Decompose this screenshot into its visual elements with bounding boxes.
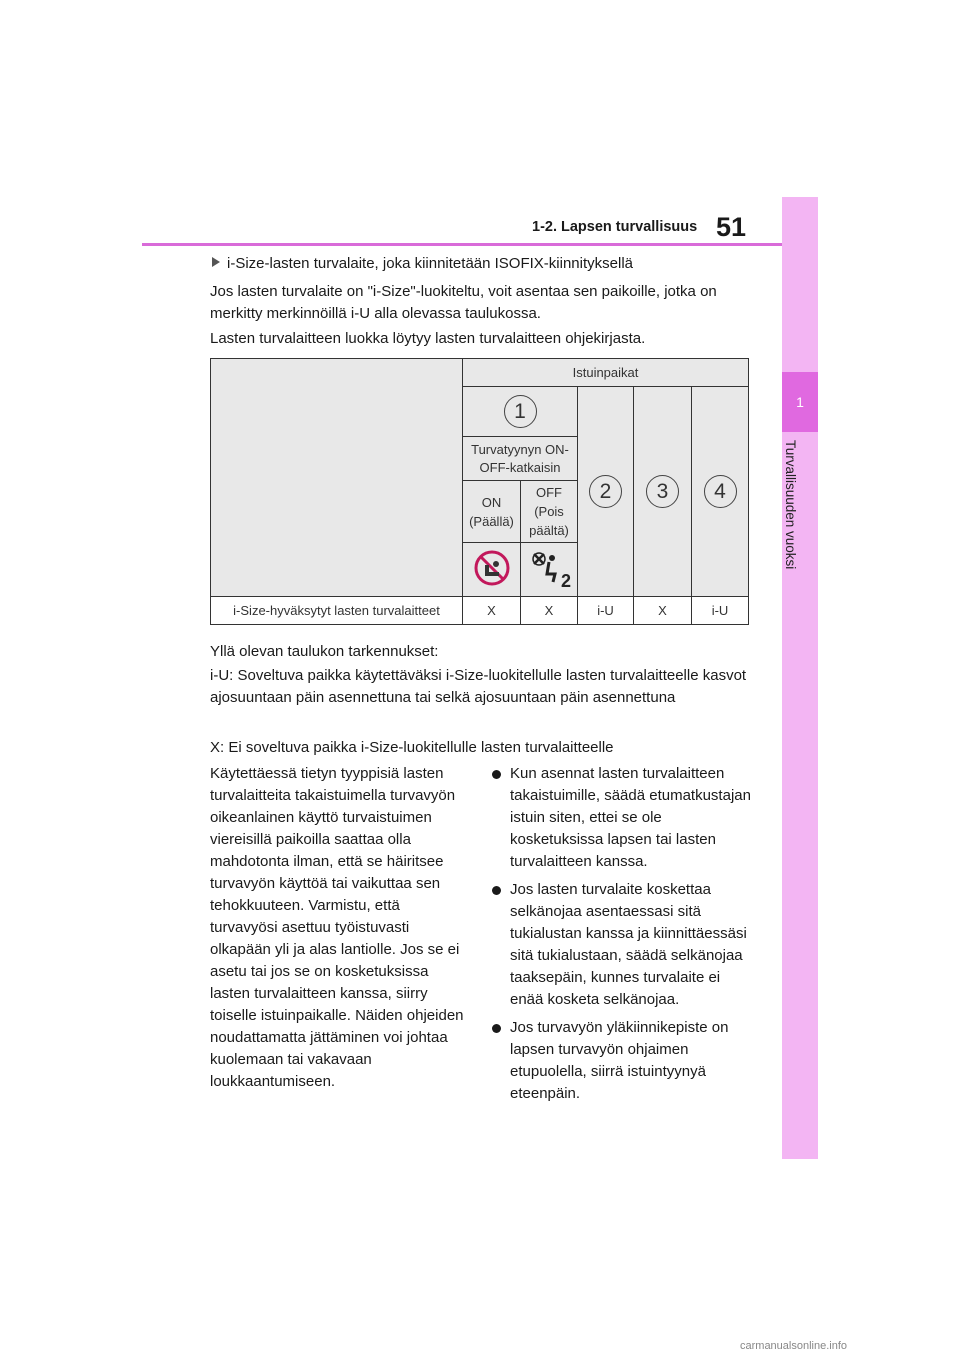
list-item xyxy=(490,763,752,873)
table-cell: i-U xyxy=(578,597,634,625)
airbag-on-icon-cell xyxy=(463,543,521,597)
airbag-off-icon-cell xyxy=(521,543,578,597)
watermark: carmanualsonline.info xyxy=(740,1340,848,1352)
switch-on-label: ON (Päällä) xyxy=(463,481,521,543)
section-heading xyxy=(212,253,633,275)
intro-paragraph-1: Jos lasten turvalaite on "i-Size"-luokiteltu, voit asentaa sen paikoille, jotka on merkitty merkinnöillä i-U alla olevassa taulukossa. xyxy=(210,283,717,322)
intro-paragraph-2: Lasten turvalaitteen luokka löytyy lasten turvalaitteen ohjekirjasta. xyxy=(210,330,646,347)
list-item xyxy=(490,1017,752,1105)
list-item xyxy=(490,879,752,1011)
seat-1-number: 1 xyxy=(504,395,537,428)
airbag-on-seat-icon xyxy=(474,550,510,586)
section-title: 1-2. Lapsen turvallisuus xyxy=(532,219,698,235)
switch-off-label: OFF (Pois päältä) xyxy=(521,481,578,543)
table-cell: X xyxy=(521,597,578,625)
seat-2-header xyxy=(578,387,634,597)
chapter-title-text: Turvallisuuden vuoksi xyxy=(783,440,798,570)
notes-x: X: Ei soveltuva paikka i-Size-luokitellulle lasten turvalaitteelle xyxy=(210,739,614,756)
seat-1-header xyxy=(463,387,578,437)
list-item-text: Jos lasten turvalaite koskettaa selkänojaa asentaessasi sitä tukialustan kanssa ja kiinnittäessäsi sitä tukialustaan, säädä selkänojaa taaksepäin, kunnes turvalaite ei enää kosketa selkänojaa. xyxy=(510,881,747,1008)
seat-3-header xyxy=(634,387,692,597)
list-item-text: Kun asennat lasten turvalaitteen takaistuimille, säädä etumatkustajan istuin siten, ettei se ole kosketuksissa lapsen tai lasten turvalaitteen kanssa. xyxy=(510,765,751,870)
seat-4-number: 4 xyxy=(704,475,737,508)
table-cell: X xyxy=(634,597,692,625)
table-cell: i-U xyxy=(692,597,749,625)
chapter-title xyxy=(783,440,817,600)
notes-title: Yllä olevan taulukon tarkennukset: xyxy=(210,643,439,660)
row-label: i-Size-hyväksytyt lasten turvalaitteet xyxy=(211,597,463,625)
bullet-dot-icon xyxy=(492,1024,501,1033)
chapter-number: 1 xyxy=(782,372,818,432)
seat-4-header xyxy=(692,387,749,597)
table-empty-corner xyxy=(211,359,463,597)
airbag-off-digit: 2 xyxy=(560,570,571,591)
side-tab xyxy=(782,197,818,1159)
airbag-switch-label: Turvatyynyn ON-OFF-katkaisin xyxy=(463,437,578,481)
header-divider xyxy=(142,243,782,246)
bullet-list xyxy=(490,763,752,1111)
seat-2-number: 2 xyxy=(589,475,622,508)
seat-3-number: 3 xyxy=(646,475,679,508)
bullet-dot-icon xyxy=(492,886,501,895)
triangle-bullet-icon xyxy=(212,257,220,267)
bullet-dot-icon xyxy=(492,770,501,779)
section-heading-text: i-Size-lasten turvalaite, joka kiinnitetään ISOFIX-kiinnityksellä xyxy=(227,255,634,272)
seat-positions-header: Istuinpaikat xyxy=(463,359,749,387)
notes-iu: i-U: Soveltuva paikka käytettäväksi i-Size-luokitellulle lasten turvalaitteelle kasvot ajosuuntaan päin asennettuna tai selkä ajosuuntaan päin asennettuna xyxy=(210,667,747,706)
airbag-off-icon xyxy=(529,550,569,590)
list-item-text: Jos turvavyön yläkiinnikepiste on lapsen turvavyön ohjaimen etupuolella, siirrä istuintyynyä eteenpäin. xyxy=(510,1019,729,1102)
table-cell: X xyxy=(463,597,521,625)
seating-table xyxy=(210,358,749,625)
warning-paragraph: Käytettäessä tietyn tyyppisiä lasten turvalaitteita takaistuimella turvavyön oikeanlainen käyttö turvaistuimen viereisillä paikoilla saattaa olla mahdotonta ilman, että se häiritsee turvavyön käyttöä tai vaikuttaa sen tehokkuuteen. Varmistu, että turvavyösi asettuu työistuvasti olkapään yli ja alas lantiolle. Jos se ei asetu tai jos se on kosketuksissa lasten turvalaitteen kanssa, siirry toiselle istuinpaikalle. Näiden ohjeiden noudattamatta jättäminen voi johtaa kuolemaan tai vakavaan loukkaantumiseen. xyxy=(210,765,464,1090)
page-number: 51 xyxy=(716,212,747,242)
